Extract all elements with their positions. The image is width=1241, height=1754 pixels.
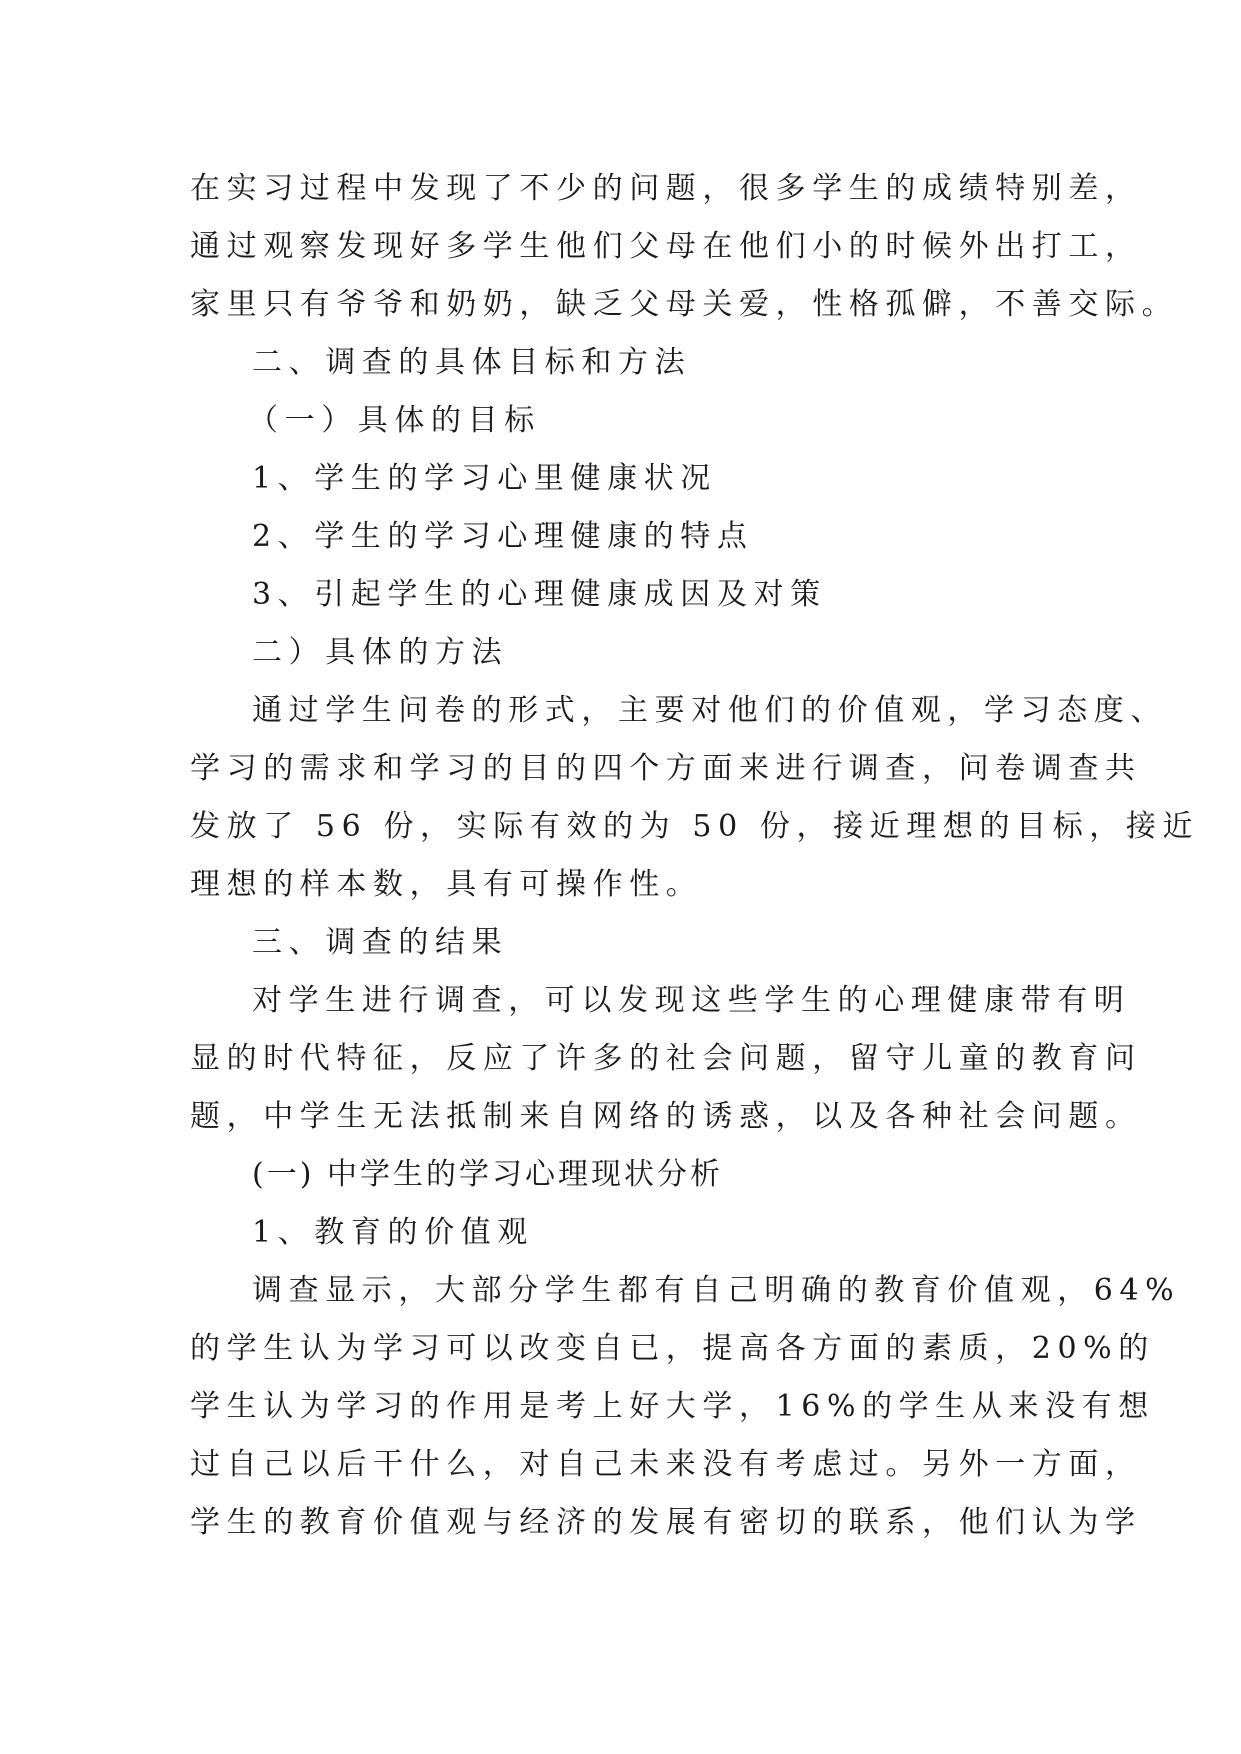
list-item: 2、学生的学习心理健康的特点 — [252, 519, 754, 554]
paragraph-line: 通过观察发现好多学生他们父母在他们小的时候外出打工， — [190, 229, 1142, 264]
list-item: 3、引起学生的心理健康成因及对策 — [252, 577, 827, 612]
paragraph-line: 通过学生问卷的形式，主要对他们的价值观，学习态度、 — [252, 693, 1167, 728]
subsection-heading: (一) 中学生的学习心理现状分析 — [252, 1157, 723, 1192]
paragraph-line: 显的时代特征，反应了许多的社会问题，留守儿童的教育问 — [190, 1041, 1142, 1076]
paragraph-line: 过自己以后干什么，对自己未来没有考虑过。另外一方面， — [190, 1447, 1142, 1482]
list-item: 1、教育的价值观 — [252, 1215, 534, 1250]
paragraph-line: 的学生认为学习可以改变自已，提高各方面的素质，20%的 — [190, 1331, 1155, 1366]
paragraph-line: 学生的教育价值观与经济的发展有密切的联系，他们认为学 — [190, 1505, 1142, 1540]
subsection-heading: 二）具体的方法 — [252, 635, 509, 670]
paragraph-line: 题，中学生无法抵制来自网络的诱惑，以及各种社会问题。 — [190, 1099, 1142, 1134]
paragraph-line: 对学生进行调查，可以发现这些学生的心理健康带有明 — [252, 983, 1131, 1018]
paragraph-line: 学生认为学习的作用是考上好大学，16%的学生从来没有想 — [190, 1389, 1155, 1424]
paragraph-line: 家里只有爷爷和奶奶，缺乏父母关爱，性格孤僻，不善交际。 — [190, 287, 1179, 322]
paragraph-line: 发放了 56 份，实际有效的为 50 份，接近理想的目标，接近 — [190, 809, 1200, 844]
paragraph-line: 学习的需求和学习的目的四个方面来进行调查，问卷调查共 — [190, 751, 1142, 786]
paragraph-line: 在实习过程中发现了不少的问题，很多学生的成绩特别差， — [190, 171, 1142, 206]
section-heading: 二、调查的具体目标和方法 — [252, 345, 692, 380]
document-body — [190, 160, 1200, 1552]
section-heading: 三、调查的结果 — [252, 925, 509, 960]
paragraph-line: 理想的样本数，具有可操作性。 — [190, 867, 703, 902]
list-item: 1、学生的学习心里健康状况 — [252, 461, 717, 496]
subsection-heading: （一）具体的目标 — [248, 403, 541, 438]
paragraph-line: 调查显示，大部分学生都有自己明确的教育价值观，64% — [252, 1273, 1181, 1308]
